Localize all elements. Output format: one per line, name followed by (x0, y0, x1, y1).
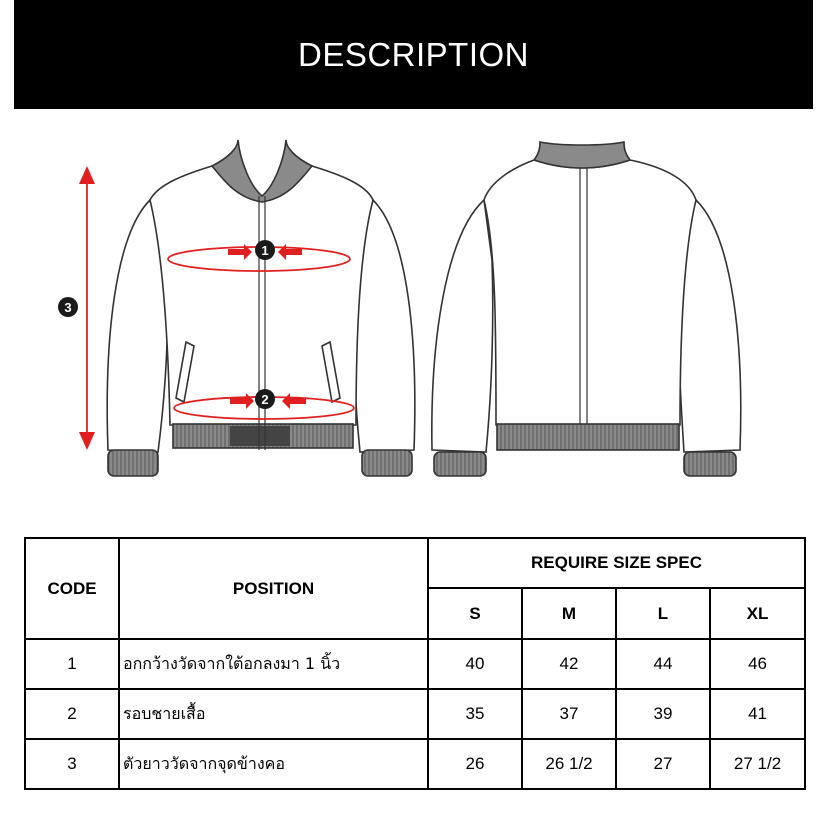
back-collar (534, 142, 630, 168)
table-row (25, 689, 805, 739)
marker-3-label: 3 (64, 300, 72, 315)
row-value: 27 (616, 739, 710, 789)
row-code: 1 (25, 639, 119, 689)
row-value: 39 (616, 689, 710, 739)
back-body (484, 160, 696, 425)
row-value: 37 (522, 689, 616, 739)
jacket-diagram (0, 120, 827, 490)
row-value: 26 (428, 739, 522, 789)
row-value: 26 1/2 (522, 739, 616, 789)
marker-1-label: 1 (261, 243, 269, 258)
size-spec-header: REQUIRE SIZE SPEC (428, 538, 805, 588)
size-l-header: L (616, 588, 710, 639)
length-arrow-top (79, 166, 95, 184)
length-arrow-bottom (79, 432, 95, 450)
table-row (25, 739, 805, 789)
row-code: 2 (25, 689, 119, 739)
table-row (25, 639, 805, 689)
size-spec-table (24, 537, 806, 790)
row-position: รอบชายเสื้อ (119, 689, 428, 739)
code-header: CODE (25, 538, 119, 639)
back-right-cuff (684, 452, 736, 476)
back-waistband (497, 424, 679, 450)
row-value: 44 (616, 639, 710, 689)
back-left-cuff (434, 452, 486, 476)
front-right-cuff (362, 450, 412, 476)
back-left-sleeve (432, 200, 493, 452)
size-m-header: M (522, 588, 616, 639)
header-title: DESCRIPTION (297, 35, 530, 73)
position-header: POSITION (119, 538, 428, 639)
row-value: 27 1/2 (710, 739, 805, 789)
back-jacket (432, 142, 741, 476)
front-jacket (107, 140, 415, 476)
size-s-header: S (428, 588, 522, 639)
row-position: อกกว้างวัดจากใต้อกลงมา 1 นิ้ว (119, 639, 428, 689)
row-value: 46 (710, 639, 805, 689)
row-value: 35 (428, 689, 522, 739)
row-code: 3 (25, 739, 119, 789)
marker-2-label: 2 (261, 392, 269, 407)
size-xl-header: XL (710, 588, 805, 639)
description-header (14, 0, 813, 109)
front-left-cuff (108, 450, 158, 476)
row-value: 41 (710, 689, 805, 739)
table-header-row (25, 538, 805, 588)
row-value: 42 (522, 639, 616, 689)
row-value: 40 (428, 639, 522, 689)
row-position: ตัวยาววัดจากจุดข้างคอ (119, 739, 428, 789)
